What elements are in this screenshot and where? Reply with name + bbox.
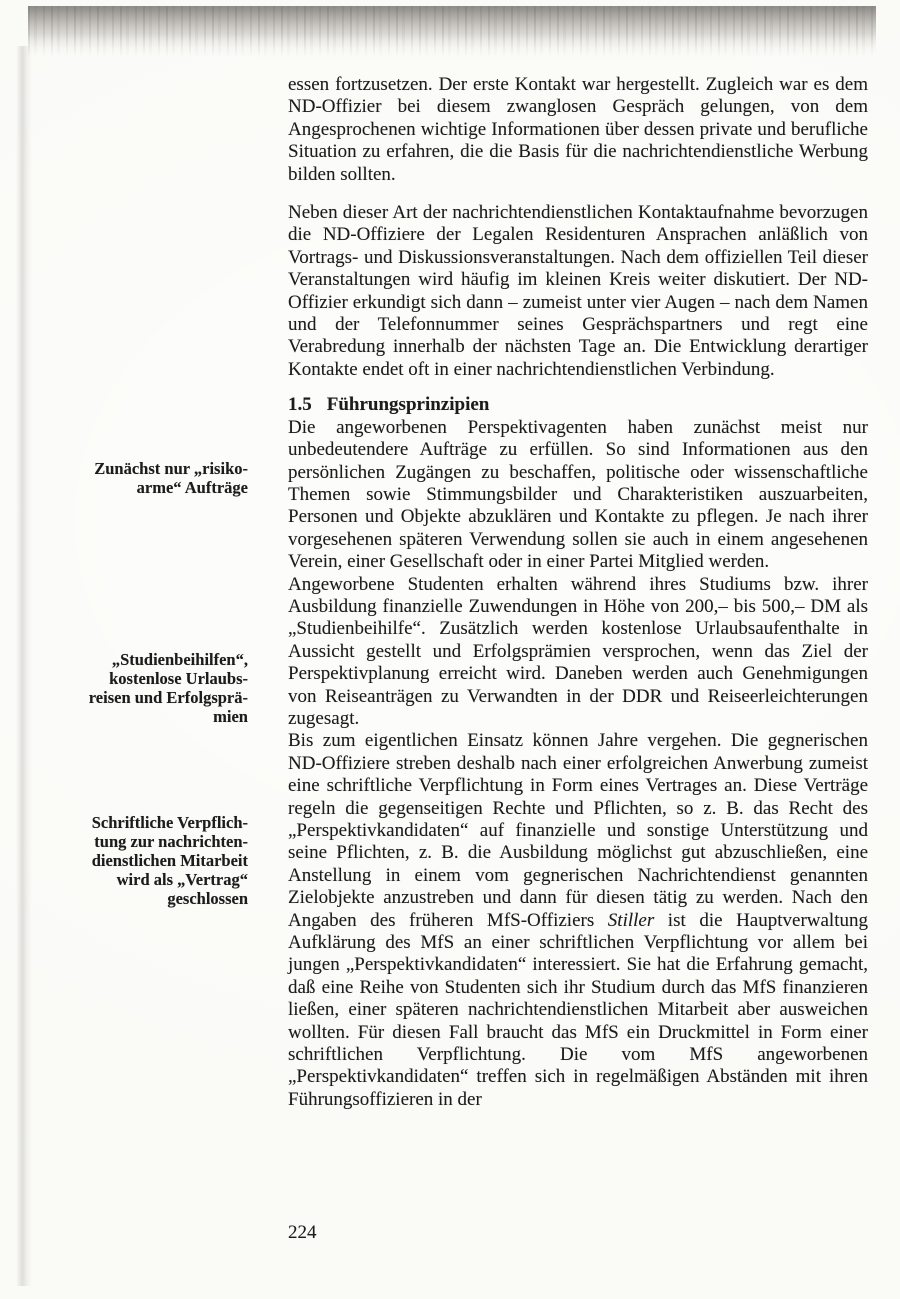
paragraph-verpflichtung: Bis zum eigentlichen Einsatz können Jahre vergehen. Die gegnerischen ND-Offiziere streben deshalb nach einer erfolgreichen Anwerbung zumeist eine schriftliche Verpflichtung in Form eines Vertrages an. Diese Verträge regeln die gegenseitigen Rechte und Pflichten, so z. B. das Recht des „Perspektivkandidaten“ auf finanzielle und sonstige Unterstützung und seine Pflichten, z. B. die Ausbildung möglichst gut abzuschließen, eine Anstellung in einem vom gegnerischen Nachrichtendienst genannten Zielobjekte anzustreben und dann für diesen tätig zu werden. Nach den Angaben des früheren MfS-Offiziers Stiller ist die Hauptverwaltung Aufklärung des MfS an einer schriftlichen Verpflichtung vor allem bei jungen „Perspektivkandidaten“ interessiert. Sie hat die Erfahrung gemacht, daß eine Reihe von Studenten sich ihr Studium durch das MfS finanzieren ließen, einer späteren nachrichtendienstlichen Mitarbeit aber ausweichen wollten. Für diesen Fall braucht das MfS ein Druckmittel in Form einer schriftlichen Verpflichtung. Die vom MfS angeworbenen „Perspektivkandidaten“ treffen sich in regelmäßigen Abständen mit ihren Führungsoffizieren in der: [288, 730, 868, 1110]
scan-noise-band-fade: [28, 6, 876, 58]
paragraph-kontaktaufnahme: Neben dieser Art der nachrichtendienstlichen Kontaktaufnahme bevorzugen die ND-Offiziere der Legalen Residenturen Ansprachen anläßlich von Vortrags- und Diskussionsveranstaltungen. Nach dem offiziellen Teil dieser Veranstaltungen wird häufig im kleinen Kreis weiter diskutiert. Der ND-Offizier erkundigt sich dann – zumeist unter vier Augen – nach dem Namen und der Telefonnummer seines Gesprächspartners und regt eine Verabredung innerhalb der nächsten Tage an. Die Entwicklung derartiger Kontakte endet oft in einer nachrichtendienstlichen Verbindung.: [288, 202, 868, 380]
paragraph-kontakt: essen fortzusetzen. Der erste Kontakt war hergestellt. Zugleich war es dem ND-Offizier bei diesem zwanglosen Gespräch gelungen, von dem Angesprochenen wichtige Informationen über dessen private und berufliche Situation zu erfahren, die die Basis für die nachrichtendienstliche Werbung bilden sollten.: [288, 74, 868, 185]
page-number: 224: [288, 1222, 317, 1243]
paragraph-studienbeihilfe: Angeworbene Studenten erhalten während ihres Studiums bzw. ihrer Ausbildung finanzielle Zuwendungen in Höhe von 200,– bis 500,– DM als „Studienbeihilfe“. Zusätzlich werden kostenlose Urlaubsaufenthalte in Aussicht gestellt und Erfolgsprämien versprochen, wenn das Ziel der Perspektivplanung erreicht wird. Daneben werden auch Genehmigungen von Reiseanträgen zu Verwandten in der DDR und Reiseerleichterungen zugesagt.: [288, 573, 868, 729]
margin-note-schriftliche-verpflichtung: Schriftliche Verpflich- tung zur nachrichten- dienstlichen Mitarbeit wird als „Vertrag“ geschlossen: [91, 813, 248, 908]
margin-note-studienbeihilfen: „Studienbeihilfen“, kostenlose Urlaubs- reisen und Erfolgsprä- mien: [88, 650, 248, 726]
page-edge-shadow: [16, 46, 32, 1286]
margin-note-risikoarme-auftraege: Zunächst nur „risiko- arme“ Aufträge: [94, 459, 248, 497]
section-heading-number: 1.5: [288, 394, 312, 416]
section-heading: [288, 394, 868, 416]
main-text-column: [288, 74, 868, 1111]
paragraph-perspektivagenten: Die angeworbenen Perspektivagenten haben zunächst meist nur unbedeutendere Aufträge zu erfüllen. So sind Informationen aus den persönlichen Zugängen zu beschaffen, politische oder wissenschaftliche Themen sowie Stimmungsbilder und Charakteristiken auszuarbeiten, Personen und Objekte abzuklären und Kontakte zu pflegen. Je nach ihrer vorgesehenen späteren Verwendung sollen sie auch in einem angesehenen Verein, einer Gesellschaft oder in einer Partei Mitglied werden.: [288, 416, 868, 573]
section-heading-title: Führungsprinzipien: [326, 394, 490, 416]
